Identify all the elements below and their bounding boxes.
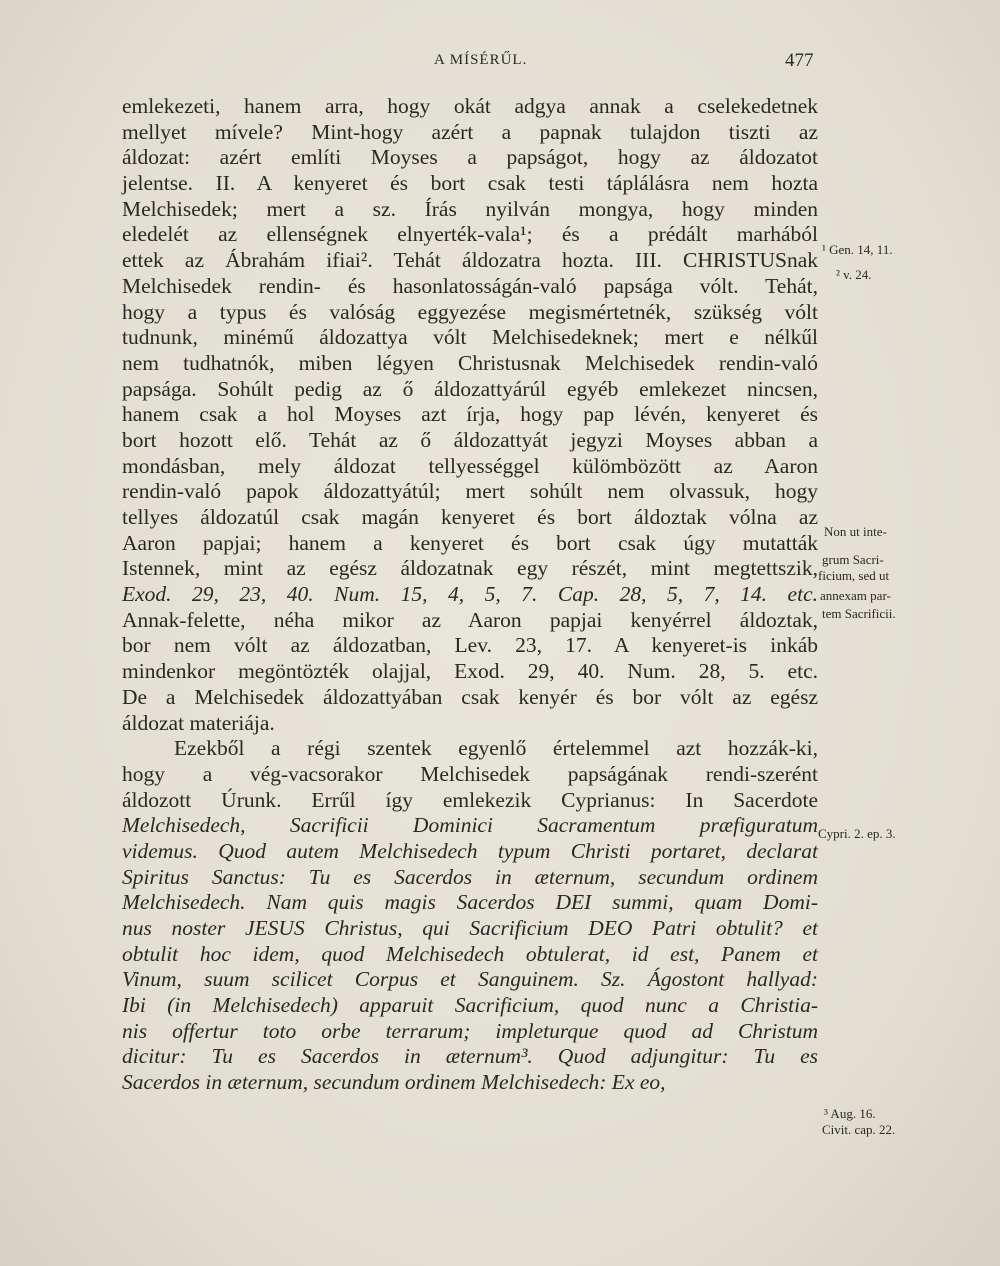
text-line: bor nem vólt az áldozatban, Lev. 23, 17. A kenyeret-is inkáb [122, 633, 818, 658]
text-line: tudnunk, minémű áldozattya vólt Melchisedeknek; mert e nélkűl [122, 325, 818, 350]
text-line: obtulit hoc idem, quod Melchisedech obtulerat, id est, Panem et [122, 941, 818, 966]
margin-note: Non ut inte- [824, 524, 887, 539]
margin-note: ficium, sed ut [818, 568, 890, 583]
text-line: Melchisedech, Sacrificii Dominici Sacramentum præfiguratum [122, 813, 818, 838]
text-line: videmus. Quod autem Melchisedech typum Christi portaret, declarat [122, 838, 818, 863]
text-line: Melchisedech. Nam quis magis Sacerdos DEI summi, quam Domi- [122, 890, 818, 915]
text-line: Sacerdos in æternum, secundum ordinem Melchisedech: Ex eo, [122, 1070, 666, 1095]
text-line: rendin-való papok áldozattyátúl; mert sohúlt nem olvassuk, hogy [122, 479, 818, 504]
text-line: dicitur: Tu es Sacerdos in æternum³. Quod adjungitur: Tu es [122, 1044, 818, 1069]
margin-note: ³ Aug. 16. [824, 1106, 876, 1121]
text-line: Aaron papjai; hanem a kenyeret és bort csak úgy mutatták [122, 530, 818, 555]
text-line: ettek az Ábrahám ifiai². Tehát áldozatra hozta. III. CHRISTUSnak [122, 248, 818, 273]
text-line: Annak-felette, néha mikor az Aaron papjai kenyérrel áldoztak, [122, 607, 818, 632]
text-line: bort hozott elő. Tehát az ő áldozattyát jegyzi Moyses abban a [122, 427, 818, 452]
text-line: emlekezeti, hanem arra, hogy okát adgya annak a cselekedetnek [122, 94, 818, 118]
text-line: mindenkor megöntözték olajjal, Exod. 29, 40. Num. 28, 5. etc. [122, 659, 818, 684]
text-line: nus noster JESUS Christus, qui Sacrificium DEO Patri obtulit? et [122, 916, 818, 940]
text-line: mondásban, mely áldozat tellyességgel külömbözött az Aaron [122, 453, 818, 478]
margin-note: grum Sacri- [822, 552, 884, 567]
margin-note: ² v. 24. [836, 267, 872, 282]
text-line: Exod. 29, 23, 40. Num. 15, 4, 5, 7. Cap. 28, 5, 7, 14. etc. [122, 582, 818, 607]
margin-note: ¹ Gen. 14, 11. [822, 242, 893, 257]
page-header [0, 50, 1000, 74]
text-line: tellyes áldozatúl csak magán kenyeret és bort áldoztak vólna az [122, 505, 818, 529]
text-line: Spiritus Sanctus: Tu es Sacerdos in æternum, secundum ordinem [122, 864, 818, 889]
text-line: Vinum, suum scilicet Corpus et Sanguinem. Sz. Ágostont hallyad: [122, 967, 818, 992]
text-line: papsága. Sohúlt pedig az ő áldozattyárúl egyéb emlekezet nincsen, [122, 376, 818, 401]
page-number: 477 [785, 50, 814, 71]
text-line: hogy a typus és valóság eggyezése megismértetnék, szükség vólt [122, 299, 818, 324]
margin-note: Civit. cap. 22. [822, 1122, 896, 1137]
text-line: De a Melchisedek áldozattyában csak kenyér és bor vólt az egész [122, 684, 818, 709]
text-line: áldozat: azért említi Moyses a papságot, hogy az áldozatot [122, 145, 818, 170]
text-line: Ezekből a régi szentek egyenlő értelemmel azt hozzák-ki, [174, 736, 818, 761]
margin-note: Cypri. 2. ep. 3. [818, 826, 896, 841]
margin-note: annexam par- [820, 588, 891, 603]
margin-note: tem Sacrificii. [822, 606, 896, 621]
body-text [122, 94, 818, 1096]
text-line: Melchisedek; mert a sz. Írás nyilván mongya, hogy minden [122, 196, 818, 221]
text-line: áldozott Úrunk. Errűl így emlekezik Cyprianus: In Sacerdote [122, 787, 818, 812]
text-line: mellyet mívele? Mint-hogy azért a papnak tulajdon tiszti az [122, 119, 818, 144]
text-line: jelentse. II. A kenyeret és bort csak testi táplálásra nem hozta [122, 171, 818, 196]
text-line: Ibi (in Melchisedech) apparuit Sacrificium, quod nunc a Christia- [122, 993, 818, 1018]
text-line: Istennek, mint az egész áldozatnak egy részét, mint megtettszik, [122, 556, 818, 581]
text-line: hogy a vég-vacsorakor Melchisedek papságának rendi-szerént [122, 761, 818, 786]
text-line: áldozat materiája. [122, 710, 275, 735]
text-line: Melchisedek rendin- és hasonlatosságán-való papsága vólt. Tehát, [122, 273, 818, 298]
running-head: A MÍSÉRŰL. [434, 52, 528, 68]
text-line: nis offertur toto orbe terrarum; impleturque quod ad Christum [122, 1018, 818, 1043]
text-line: nem tudhatnók, miben légyen Christusnak Melchisedek rendin-való [122, 350, 818, 375]
text-line: hanem csak a hol Moyses azt írja, hogy pap lévén, kenyeret és [122, 402, 818, 427]
text-line: eledelét az ellenségnek elnyerték-vala¹; és a prédált marhából [122, 222, 818, 247]
